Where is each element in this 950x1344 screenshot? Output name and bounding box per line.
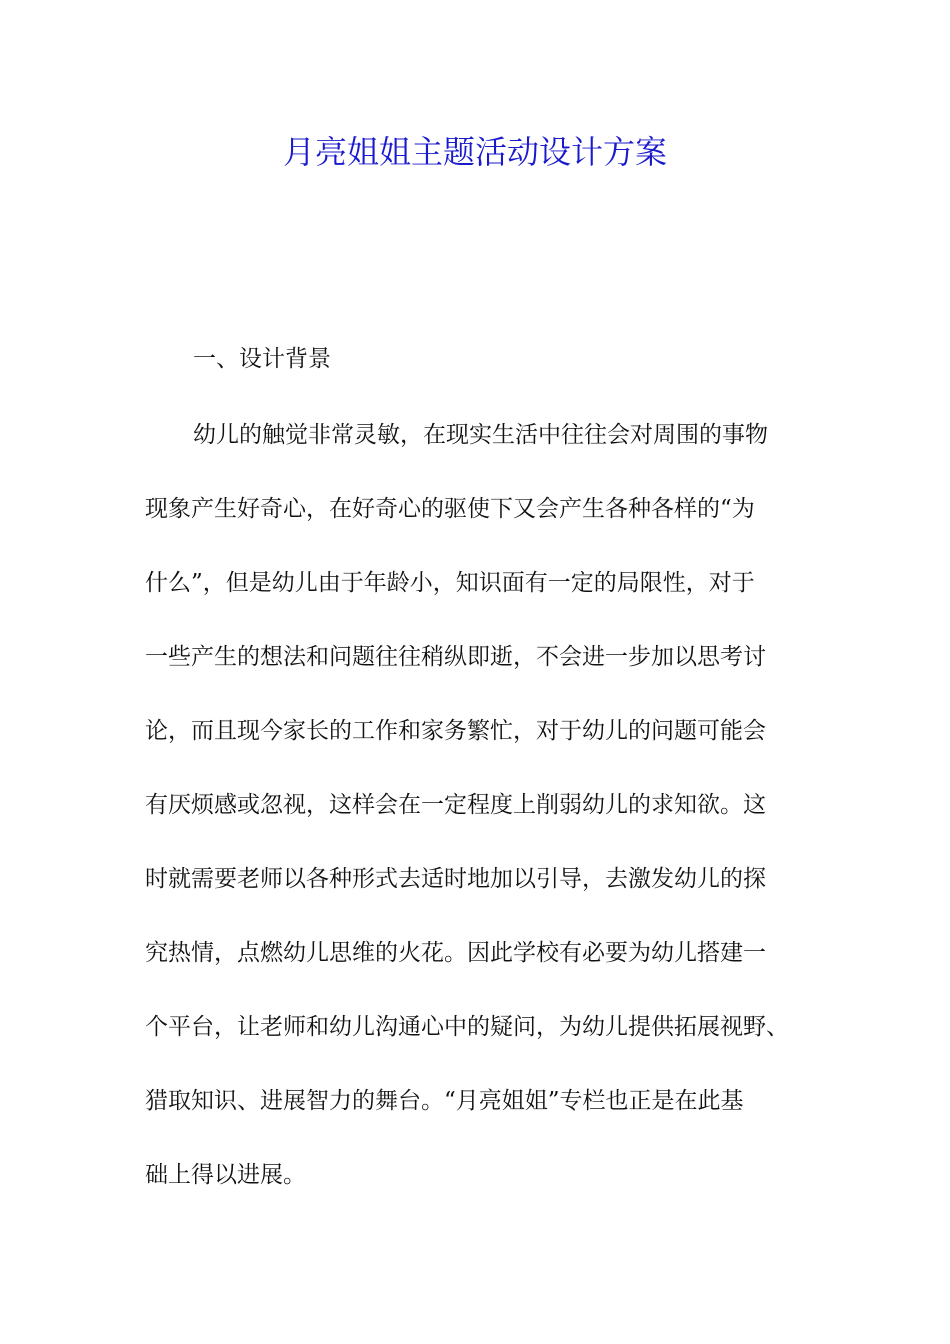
paragraph-line: 个平台，让老师和幼儿沟通心中的疑问，为幼儿提供拓展视野、 xyxy=(145,1014,789,1040)
paragraph-line: 幼儿的触觉非常灵敏，在现实生活中往往会对周围的事物 xyxy=(193,422,768,448)
paragraph-line: 论，而且现今家长的工作和家务繁忙，对于幼儿的问题可能会 xyxy=(145,718,766,744)
paragraph-line: 现象产生好奇心，在好奇心的驱使下又会产生各种各样的“为 xyxy=(145,496,755,522)
paragraph-line: 一些产生的想法和问题往往稍纵即逝，不会进一步加以思考讨 xyxy=(145,644,766,670)
paragraph-line: 究热情，点燃幼儿思维的火花。因此学校有必要为幼儿搭建一 xyxy=(145,940,766,966)
paragraph-line: 时就需要老师以各种形式去适时地加以引导，去激发幼儿的探 xyxy=(145,866,766,892)
paragraph-line: 有厌烦感或忽视，这样会在一定程度上削弱幼儿的求知欲。这 xyxy=(145,792,766,818)
document-title: 月亮姐姐主题活动设计方案 xyxy=(282,133,667,171)
paragraph-line: 础上得以进展。 xyxy=(145,1162,306,1188)
paragraph-line: 什么”，但是幼儿由于年龄小，知识面有一定的局限性，对于 xyxy=(145,570,755,596)
section-heading-design-background: 一、设计背景 xyxy=(193,346,331,372)
paragraph-line: 猎取知识、进展智力的舞台。“月亮姐姐”专栏也正是在此基 xyxy=(145,1088,744,1114)
